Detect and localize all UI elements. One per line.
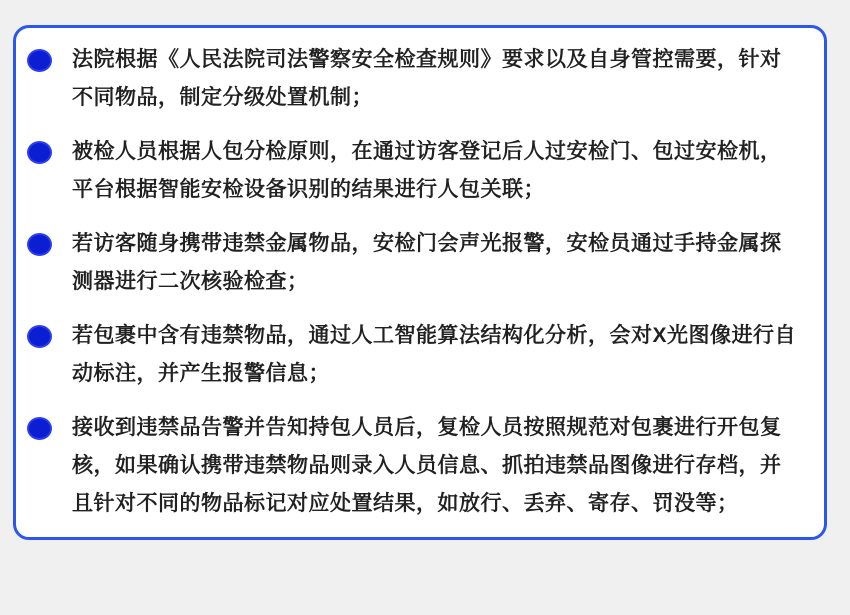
- list-item: [16, 225, 800, 301]
- list-item-text: 若访客随身携带违禁金属物品，安检门会声光报警，安检员通过手持金属探测器进行二次核验检查；: [72, 232, 782, 293]
- list-item: [16, 409, 800, 523]
- list-item-text: 被检人员根据人包分检原则，在通过访客登记后人过安检门、包过安检机，平台根据智能安检设备识别的结果进行人包关联；: [72, 140, 782, 201]
- list-item-text: 若包裹中含有违禁物品，通过人工智能算法结构化分析，会对X光图像进行自动标注，并产生报警信息；: [72, 324, 797, 385]
- security-rules-card: [13, 25, 827, 540]
- bullet-dot-icon: [27, 141, 52, 164]
- list-item: [16, 133, 800, 209]
- bullet-dot-icon: [27, 325, 52, 348]
- bullet-dot-icon: [27, 417, 52, 440]
- list-item: [16, 41, 800, 117]
- list-item: [16, 317, 800, 393]
- rules-list: [16, 41, 800, 523]
- bullet-dot-icon: [27, 233, 52, 256]
- list-item-text: 接收到违禁品告警并告知持包人员后，复检人员按照规范对包裹进行开包复核，如果确认携带违禁物品则录入人员信息、抓拍违禁品图像进行存档，并且针对不同的物品标记对应处置结果，如放行、丢弃、寄存、罚没等；: [72, 416, 782, 515]
- list-item-text: 法院根据《人民法院司法警察安全检查规则》要求以及自身管控需要，针对不同物品，制定分级处置机制；: [72, 48, 782, 109]
- bullet-dot-icon: [27, 49, 52, 72]
